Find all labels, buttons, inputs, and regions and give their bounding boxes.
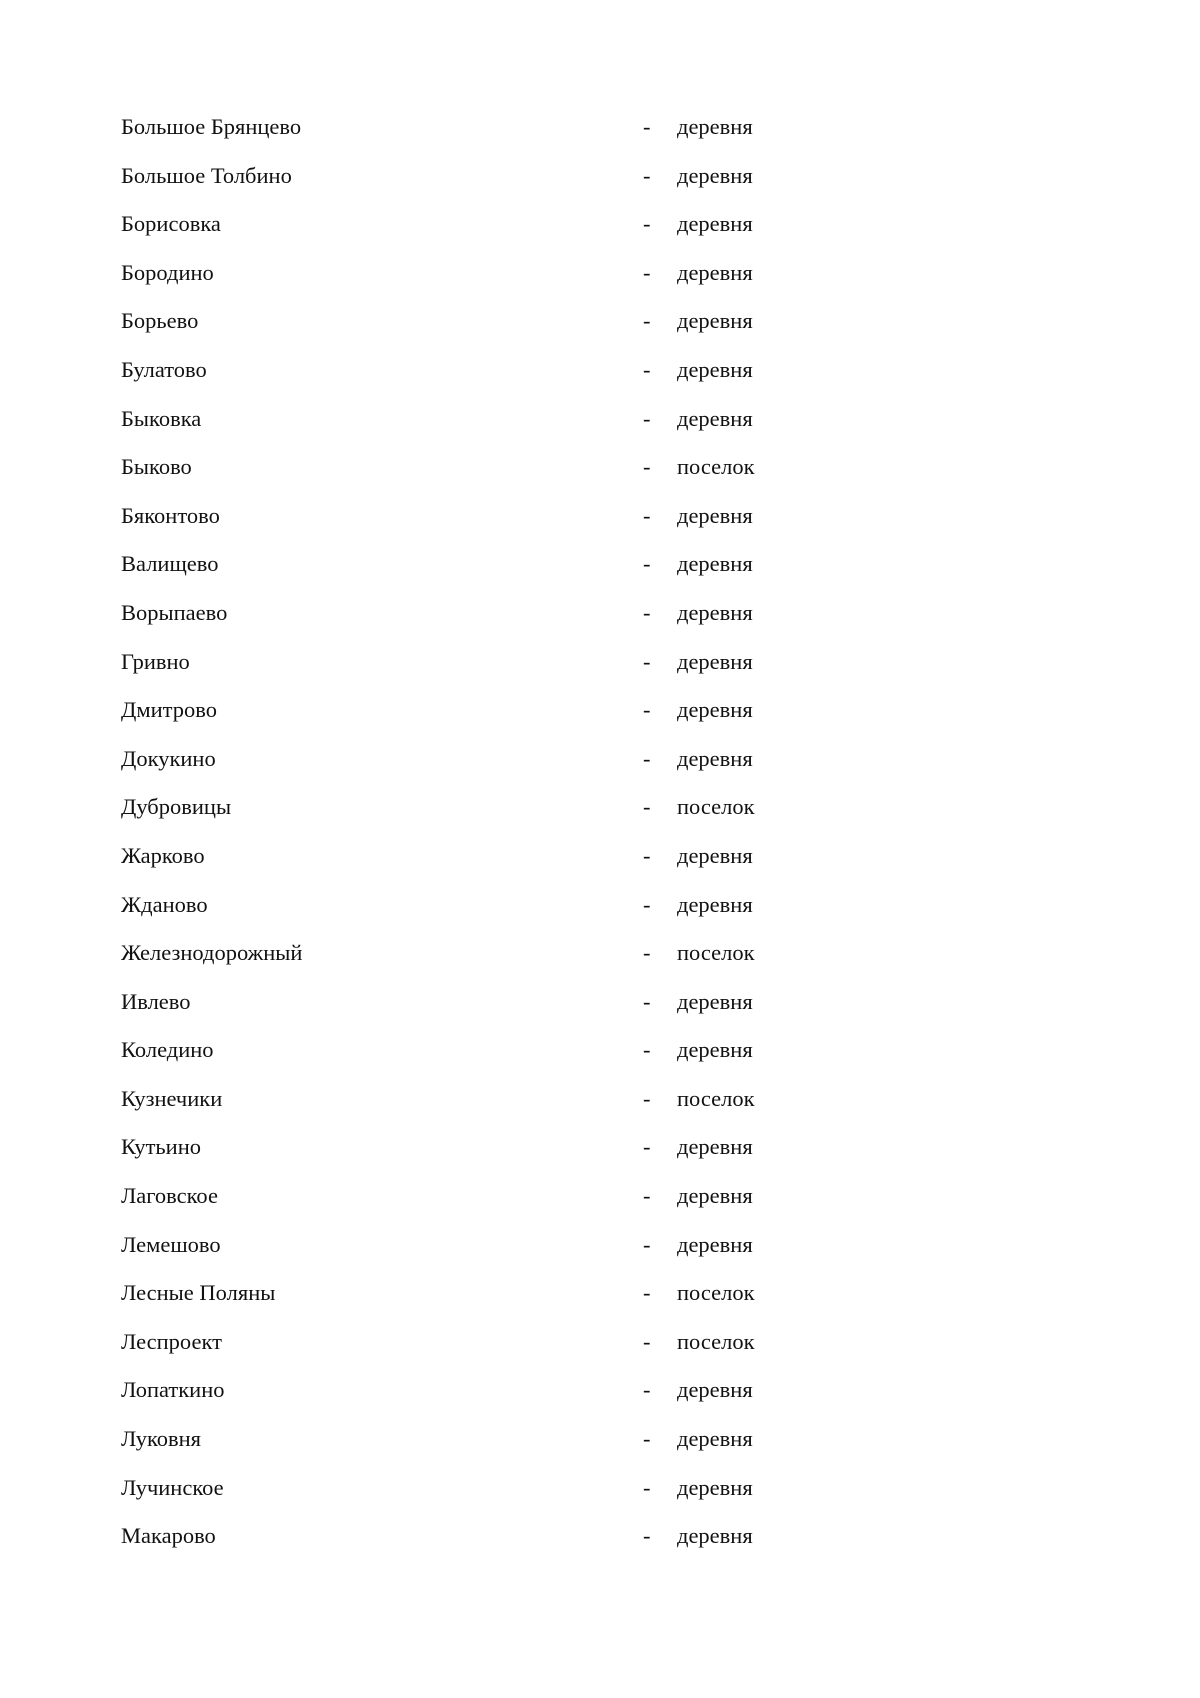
settlement-type: деревня	[677, 599, 753, 625]
settlement-type: деревня	[677, 1426, 753, 1452]
settlement-type: поселок	[677, 1085, 755, 1111]
settlement-type: деревня	[677, 551, 753, 577]
settlement-name: Борьево	[121, 308, 199, 334]
list-item	[121, 1469, 1021, 1518]
settlement-name: Ивлево	[121, 988, 191, 1014]
settlement-type: деревня	[677, 356, 753, 382]
separator-dash: -	[643, 842, 651, 868]
list-item	[121, 545, 1021, 594]
settlement-type: деревня	[677, 1231, 753, 1257]
list-item	[121, 205, 1021, 254]
separator-dash: -	[643, 1183, 651, 1209]
list-item	[121, 1031, 1021, 1080]
list-item	[121, 691, 1021, 740]
settlement-name: Гривно	[121, 648, 190, 674]
separator-dash: -	[643, 162, 651, 188]
settlement-name: Борисовка	[121, 211, 221, 237]
settlement-type: деревня	[677, 697, 753, 723]
settlement-name: Луковня	[121, 1426, 202, 1452]
list-item	[121, 594, 1021, 643]
list-item	[121, 351, 1021, 400]
settlement-name: Жарково	[121, 842, 205, 868]
settlement-type: деревня	[677, 891, 753, 917]
settlement-type: деревня	[677, 1183, 753, 1209]
settlement-type: деревня	[677, 1474, 753, 1500]
list-item	[121, 400, 1021, 449]
settlement-type: поселок	[677, 454, 755, 480]
list-item	[121, 1128, 1021, 1177]
list-item	[121, 740, 1021, 789]
settlement-list	[121, 108, 1021, 1566]
settlement-name: Лаговское	[121, 1183, 218, 1209]
list-item	[121, 1420, 1021, 1469]
separator-dash: -	[643, 1377, 651, 1403]
separator-dash: -	[643, 988, 651, 1014]
settlement-name: Ворыпаево	[121, 599, 228, 625]
list-item	[121, 1080, 1021, 1129]
list-item	[121, 1177, 1021, 1226]
list-item	[121, 788, 1021, 837]
list-item	[121, 983, 1021, 1032]
settlement-name: Большое Брянцево	[121, 114, 302, 139]
settlement-name: Лесные Поляны	[121, 1280, 276, 1306]
separator-dash: -	[643, 502, 651, 528]
separator-dash: -	[643, 891, 651, 917]
separator-dash: -	[643, 599, 651, 625]
list-item	[121, 1226, 1021, 1275]
settlement-name: Быково	[121, 454, 192, 480]
settlement-type: поселок	[677, 794, 755, 820]
list-item	[121, 1517, 1021, 1566]
settlement-name: Булатово	[121, 356, 207, 382]
separator-dash: -	[643, 745, 651, 771]
separator-dash: -	[643, 1328, 651, 1354]
settlement-name: Лопаткино	[121, 1377, 225, 1403]
separator-dash: -	[643, 794, 651, 820]
settlement-type: деревня	[677, 502, 753, 528]
settlement-name: Лемешово	[121, 1231, 221, 1257]
settlement-name: Бяконтово	[121, 502, 220, 528]
settlement-name: Кузнечики	[121, 1085, 223, 1111]
separator-dash: -	[643, 1134, 651, 1160]
settlement-name: Леспроект	[121, 1328, 222, 1354]
list-item	[121, 254, 1021, 303]
settlement-type: деревня	[677, 211, 753, 237]
settlement-type: деревня	[677, 1037, 753, 1063]
settlement-type: деревня	[677, 1377, 753, 1403]
separator-dash: -	[643, 308, 651, 334]
list-item	[121, 497, 1021, 546]
separator-dash: -	[643, 1474, 651, 1500]
list-item	[121, 1323, 1021, 1372]
separator-dash: -	[643, 211, 651, 237]
settlement-type: деревня	[677, 405, 753, 431]
settlement-name: Лучинское	[121, 1474, 224, 1500]
settlement-name: Докукино	[121, 745, 216, 771]
separator-dash: -	[643, 454, 651, 480]
settlement-name: Железнодорожный	[121, 940, 303, 966]
list-item	[121, 157, 1021, 206]
separator-dash: -	[643, 648, 651, 674]
settlement-type: деревня	[677, 259, 753, 285]
settlement-type: поселок	[677, 1328, 755, 1354]
separator-dash: -	[643, 259, 651, 285]
settlement-type: деревня	[677, 988, 753, 1014]
separator-dash: -	[643, 1085, 651, 1111]
separator-dash: -	[643, 1037, 651, 1063]
separator-dash: -	[643, 405, 651, 431]
separator-dash: -	[643, 1523, 651, 1549]
settlement-name: Валищево	[121, 551, 219, 577]
settlement-type: деревня	[677, 308, 753, 334]
settlement-type: поселок	[677, 1280, 755, 1306]
settlement-type: деревня	[677, 162, 753, 188]
separator-dash: -	[643, 1280, 651, 1306]
settlement-name: Быковка	[121, 405, 202, 431]
settlement-name: Кутьино	[121, 1134, 201, 1160]
list-item	[121, 1274, 1021, 1323]
separator-dash: -	[643, 940, 651, 966]
list-item	[121, 643, 1021, 692]
settlement-name: Жданово	[121, 891, 208, 917]
list-item	[121, 886, 1021, 935]
settlement-type: поселок	[677, 940, 755, 966]
settlement-name: Дмитрово	[121, 697, 217, 723]
settlement-type: деревня	[677, 648, 753, 674]
settlement-type: деревня	[677, 842, 753, 868]
settlement-name: Коледино	[121, 1037, 214, 1063]
separator-dash: -	[643, 551, 651, 577]
list-item	[121, 108, 1021, 157]
separator-dash: -	[643, 114, 651, 139]
settlement-type: деревня	[677, 1523, 753, 1549]
separator-dash: -	[643, 1426, 651, 1452]
settlement-type: деревня	[677, 1134, 753, 1160]
settlement-name: Большое Толбино	[121, 162, 292, 188]
settlement-type: деревня	[677, 745, 753, 771]
separator-dash: -	[643, 356, 651, 382]
separator-dash: -	[643, 697, 651, 723]
settlement-type: деревня	[677, 114, 753, 139]
list-item	[121, 837, 1021, 886]
list-item	[121, 448, 1021, 497]
settlement-name: Макарово	[121, 1523, 216, 1549]
separator-dash: -	[643, 1231, 651, 1257]
list-item	[121, 934, 1021, 983]
settlement-name: Дубровицы	[121, 794, 232, 820]
list-item	[121, 302, 1021, 351]
list-item	[121, 1371, 1021, 1420]
settlement-name: Бородино	[121, 259, 214, 285]
